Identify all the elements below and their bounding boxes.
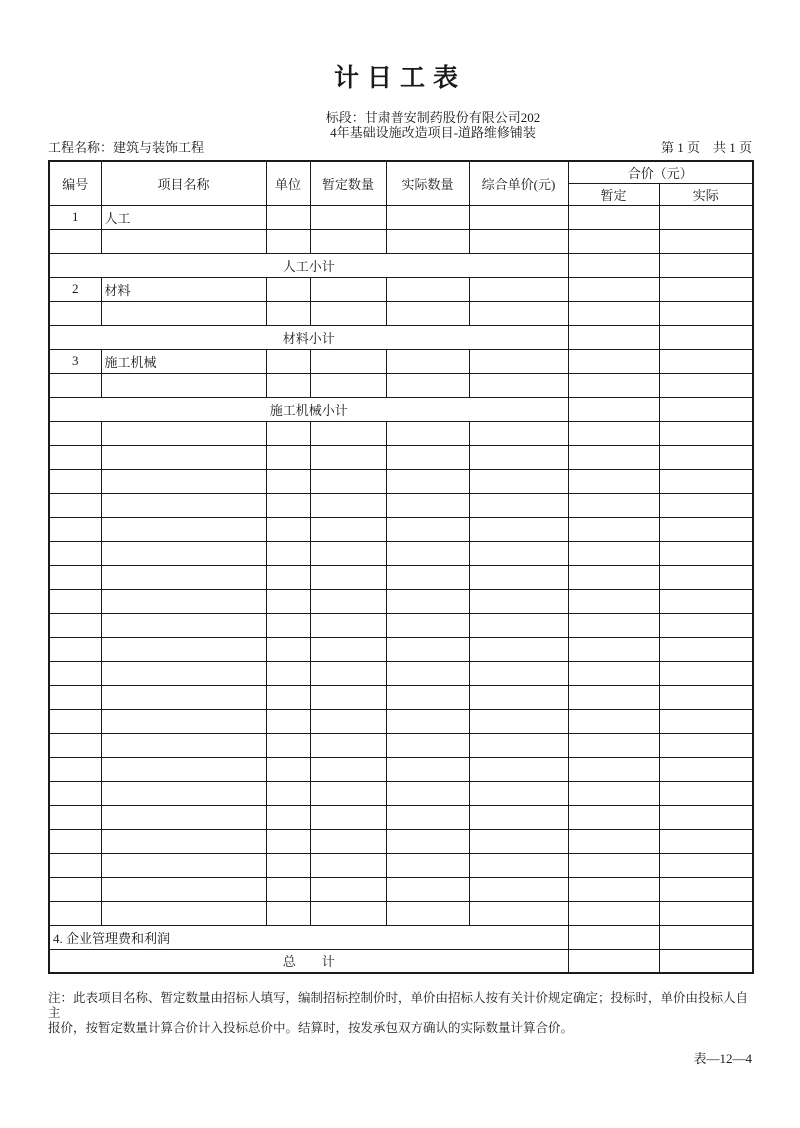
empty-cell <box>49 709 101 733</box>
empty-cell <box>659 637 753 661</box>
empty-cell <box>568 229 659 253</box>
empty-cell <box>386 301 469 325</box>
empty-cell <box>266 349 310 373</box>
empty-cell <box>568 781 659 805</box>
table-row <box>49 733 753 757</box>
empty-cell <box>659 229 753 253</box>
empty-cell <box>659 517 753 541</box>
empty-cell <box>101 301 266 325</box>
table-body <box>49 205 753 973</box>
empty-cell <box>310 805 386 829</box>
empty-cell <box>101 853 266 877</box>
empty-cell <box>266 709 310 733</box>
empty-cell <box>659 589 753 613</box>
empty-cell <box>101 805 266 829</box>
page-title: 计日工表 <box>333 65 466 92</box>
page-number: 第 1 页 共 1 页 <box>660 140 752 155</box>
empty-cell <box>266 445 310 469</box>
empty-cell <box>266 589 310 613</box>
empty-cell <box>469 565 568 589</box>
empty-cell <box>469 901 568 925</box>
empty-cell <box>310 517 386 541</box>
total-label-cell: 总 计 <box>49 949 568 973</box>
empty-cell <box>266 805 310 829</box>
empty-cell <box>49 517 101 541</box>
empty-cell <box>49 661 101 685</box>
empty-cell <box>386 541 469 565</box>
empty-cell <box>266 685 310 709</box>
actual-amount-cell <box>659 949 753 973</box>
empty-cell <box>386 565 469 589</box>
row-no-cell: 1 <box>49 205 101 229</box>
empty-cell <box>101 229 266 253</box>
empty-cell <box>266 421 310 445</box>
empty-cell <box>386 637 469 661</box>
empty-cell <box>266 901 310 925</box>
empty-cell <box>469 877 568 901</box>
table-row <box>49 373 753 397</box>
table-row <box>49 709 753 733</box>
empty-cell <box>386 781 469 805</box>
empty-cell <box>49 733 101 757</box>
empty-cell <box>310 661 386 685</box>
empty-cell <box>49 829 101 853</box>
empty-cell <box>49 637 101 661</box>
empty-cell <box>568 445 659 469</box>
empty-cell <box>266 829 310 853</box>
empty-cell <box>469 421 568 445</box>
empty-cell <box>386 853 469 877</box>
empty-cell <box>266 733 310 757</box>
empty-cell <box>469 637 568 661</box>
table-row <box>49 349 753 373</box>
empty-cell <box>659 541 753 565</box>
empty-cell <box>568 901 659 925</box>
tentative-amount-cell <box>568 925 659 949</box>
empty-cell <box>266 277 310 301</box>
meta-row <box>48 140 752 156</box>
empty-cell <box>659 373 753 397</box>
empty-cell <box>266 301 310 325</box>
empty-cell <box>101 757 266 781</box>
empty-cell <box>386 277 469 301</box>
empty-cell <box>101 733 266 757</box>
tentative-amount-cell <box>568 949 659 973</box>
empty-cell <box>266 205 310 229</box>
empty-cell <box>469 517 568 541</box>
subtotal-label-cell: 材料小计 <box>49 325 568 349</box>
empty-cell <box>386 661 469 685</box>
empty-cell <box>386 613 469 637</box>
empty-cell <box>469 589 568 613</box>
empty-cell <box>568 589 659 613</box>
empty-cell <box>568 757 659 781</box>
empty-cell <box>49 469 101 493</box>
empty-cell <box>386 901 469 925</box>
empty-cell <box>386 205 469 229</box>
empty-cell <box>101 493 266 517</box>
table-row <box>49 685 753 709</box>
table-row <box>49 805 753 829</box>
header-unit-price: 综合单价(元) <box>469 161 568 205</box>
empty-cell <box>568 517 659 541</box>
daywork-table <box>48 160 754 974</box>
empty-cell <box>386 829 469 853</box>
empty-cell <box>469 661 568 685</box>
empty-cell <box>310 781 386 805</box>
empty-cell <box>266 229 310 253</box>
table-row <box>49 277 753 301</box>
table-row <box>49 781 753 805</box>
empty-cell <box>469 733 568 757</box>
table-row <box>49 589 753 613</box>
tender-section <box>297 110 569 140</box>
empty-cell <box>386 757 469 781</box>
empty-cell <box>659 613 753 637</box>
empty-cell <box>469 229 568 253</box>
empty-cell <box>469 541 568 565</box>
empty-cell <box>659 661 753 685</box>
empty-cell <box>49 877 101 901</box>
empty-cell <box>310 541 386 565</box>
row-name-cell: 施工机械 <box>101 349 266 373</box>
empty-cell <box>310 877 386 901</box>
empty-cell <box>659 301 753 325</box>
empty-cell <box>266 781 310 805</box>
empty-cell <box>469 493 568 517</box>
empty-cell <box>659 493 753 517</box>
empty-cell <box>266 565 310 589</box>
empty-cell <box>310 637 386 661</box>
empty-cell <box>310 229 386 253</box>
empty-cell <box>266 373 310 397</box>
tentative-amount-cell <box>568 325 659 349</box>
empty-cell <box>101 445 266 469</box>
empty-cell <box>386 373 469 397</box>
empty-cell <box>310 613 386 637</box>
empty-cell <box>568 541 659 565</box>
table-row <box>49 397 753 421</box>
empty-cell <box>101 517 266 541</box>
empty-cell <box>310 493 386 517</box>
tender-section-line-2: 4年基础设施改造项目-道路维修铺装 <box>330 125 536 140</box>
empty-cell <box>101 589 266 613</box>
table-row <box>49 229 753 253</box>
empty-cell <box>659 445 753 469</box>
empty-cell <box>568 373 659 397</box>
empty-cell <box>659 205 753 229</box>
empty-cell <box>386 349 469 373</box>
empty-cell <box>310 469 386 493</box>
empty-cell <box>101 373 266 397</box>
empty-cell <box>310 733 386 757</box>
table-row <box>49 637 753 661</box>
empty-cell <box>659 853 753 877</box>
table-header-row-1 <box>49 161 753 183</box>
table-row <box>49 469 753 493</box>
tender-section-line-1: 标段：甘肃普安制药股份有限公司202 <box>325 110 541 125</box>
table-row <box>49 661 753 685</box>
header-total-tentative: 暂定 <box>568 183 659 205</box>
empty-cell <box>310 709 386 733</box>
table-row <box>49 901 753 925</box>
empty-cell <box>310 685 386 709</box>
empty-cell <box>386 709 469 733</box>
empty-cell <box>266 541 310 565</box>
empty-cell <box>101 637 266 661</box>
empty-cell <box>310 301 386 325</box>
empty-cell <box>101 829 266 853</box>
management-fee-label-cell: 4. 企业管理费和利润 <box>49 925 568 949</box>
empty-cell <box>49 589 101 613</box>
table-row <box>49 613 753 637</box>
empty-cell <box>266 877 310 901</box>
empty-cell <box>469 709 568 733</box>
empty-cell <box>659 805 753 829</box>
table-row <box>49 517 753 541</box>
subtotal-label-cell: 人工小计 <box>49 253 568 277</box>
empty-cell <box>310 421 386 445</box>
empty-cell <box>659 709 753 733</box>
empty-cell <box>568 853 659 877</box>
empty-cell <box>310 829 386 853</box>
empty-cell <box>101 661 266 685</box>
empty-cell <box>568 277 659 301</box>
actual-amount-cell <box>659 325 753 349</box>
empty-cell <box>469 373 568 397</box>
empty-cell <box>49 301 101 325</box>
empty-cell <box>266 637 310 661</box>
empty-cell <box>310 205 386 229</box>
table-row <box>49 421 753 445</box>
empty-cell <box>568 709 659 733</box>
empty-cell <box>101 613 266 637</box>
empty-cell <box>101 421 266 445</box>
table-row <box>49 565 753 589</box>
empty-cell <box>49 445 101 469</box>
empty-cell <box>659 781 753 805</box>
table-row <box>49 325 753 349</box>
empty-cell <box>469 469 568 493</box>
empty-cell <box>49 229 101 253</box>
empty-cell <box>49 757 101 781</box>
empty-cell <box>310 373 386 397</box>
tentative-amount-cell <box>568 397 659 421</box>
empty-cell <box>386 421 469 445</box>
header-unit: 单位 <box>266 161 310 205</box>
empty-cell <box>659 421 753 445</box>
empty-cell <box>659 349 753 373</box>
empty-cell <box>386 517 469 541</box>
empty-cell <box>266 469 310 493</box>
empty-cell <box>568 805 659 829</box>
empty-cell <box>568 877 659 901</box>
empty-cell <box>310 589 386 613</box>
table-row <box>49 757 753 781</box>
empty-cell <box>469 805 568 829</box>
empty-cell <box>386 469 469 493</box>
empty-cell <box>568 469 659 493</box>
empty-cell <box>101 565 266 589</box>
empty-cell <box>310 901 386 925</box>
empty-cell <box>101 877 266 901</box>
empty-cell <box>266 757 310 781</box>
empty-cell <box>386 445 469 469</box>
row-no-cell: 3 <box>49 349 101 373</box>
actual-amount-cell <box>659 925 753 949</box>
empty-cell <box>659 757 753 781</box>
empty-cell <box>266 517 310 541</box>
empty-cell <box>310 349 386 373</box>
empty-cell <box>469 685 568 709</box>
empty-cell <box>386 589 469 613</box>
empty-cell <box>469 781 568 805</box>
empty-cell <box>49 421 101 445</box>
header-actual-qty: 实际数量 <box>386 161 469 205</box>
table-row <box>49 829 753 853</box>
empty-cell <box>659 469 753 493</box>
table-row <box>49 949 753 973</box>
empty-cell <box>469 205 568 229</box>
empty-cell <box>659 901 753 925</box>
empty-cell <box>469 349 568 373</box>
row-no-cell: 2 <box>49 277 101 301</box>
empty-cell <box>386 685 469 709</box>
empty-cell <box>469 301 568 325</box>
actual-amount-cell <box>659 397 753 421</box>
empty-cell <box>568 733 659 757</box>
empty-cell <box>568 493 659 517</box>
empty-cell <box>101 541 266 565</box>
empty-cell <box>310 445 386 469</box>
empty-cell <box>469 613 568 637</box>
table-row <box>49 205 753 229</box>
empty-cell <box>659 685 753 709</box>
empty-cell <box>49 805 101 829</box>
empty-cell <box>49 373 101 397</box>
empty-cell <box>386 229 469 253</box>
empty-cell <box>101 685 266 709</box>
empty-cell <box>469 757 568 781</box>
empty-cell <box>568 829 659 853</box>
row-name-cell: 人工 <box>101 205 266 229</box>
empty-cell <box>568 565 659 589</box>
empty-cell <box>49 781 101 805</box>
note-line-1: 注：此表项目名称、暂定数量由招标人填写，编制招标控制价时，单价由招标人按有关计价规定确定；投标时，单价由投标人自主 <box>48 991 749 1020</box>
table-row <box>49 445 753 469</box>
header-total-price: 合价（元） <box>568 161 753 183</box>
empty-cell <box>659 877 753 901</box>
empty-cell <box>659 733 753 757</box>
empty-cell <box>49 541 101 565</box>
empty-cell <box>469 277 568 301</box>
empty-cell <box>386 877 469 901</box>
note-line-2: 报价，按暂定数量计算合价计入投标总价中。结算时，按发承包双方确认的实际数量计算合价。 <box>48 1021 574 1035</box>
empty-cell <box>49 493 101 517</box>
empty-cell <box>469 445 568 469</box>
table-row <box>49 493 753 517</box>
empty-cell <box>568 661 659 685</box>
empty-cell <box>568 685 659 709</box>
empty-cell <box>49 901 101 925</box>
table-row <box>49 253 753 277</box>
form-code: 表—12—4 <box>693 1051 752 1066</box>
empty-cell <box>49 613 101 637</box>
header-total-actual: 实际 <box>659 183 753 205</box>
table-row <box>49 877 753 901</box>
empty-cell <box>310 757 386 781</box>
empty-cell <box>49 853 101 877</box>
header-tentative-qty: 暂定数量 <box>310 161 386 205</box>
empty-cell <box>101 709 266 733</box>
note <box>48 991 758 1036</box>
actual-amount-cell <box>659 253 753 277</box>
empty-cell <box>568 349 659 373</box>
header-item-name: 项目名称 <box>101 161 266 205</box>
subtotal-label-cell: 施工机械小计 <box>49 397 568 421</box>
empty-cell <box>659 565 753 589</box>
empty-cell <box>101 901 266 925</box>
empty-cell <box>568 637 659 661</box>
empty-cell <box>266 493 310 517</box>
empty-cell <box>386 733 469 757</box>
empty-cell <box>49 685 101 709</box>
empty-cell <box>568 613 659 637</box>
empty-cell <box>386 493 469 517</box>
empty-cell <box>310 853 386 877</box>
empty-cell <box>469 853 568 877</box>
empty-cell <box>266 853 310 877</box>
tentative-amount-cell <box>568 253 659 277</box>
table-row <box>49 301 753 325</box>
empty-cell <box>659 829 753 853</box>
empty-cell <box>266 613 310 637</box>
row-name-cell: 材料 <box>101 277 266 301</box>
table-row <box>49 853 753 877</box>
header-col-no: 编号 <box>49 161 101 205</box>
table-row <box>49 925 753 949</box>
empty-cell <box>101 781 266 805</box>
empty-cell <box>49 565 101 589</box>
empty-cell <box>568 301 659 325</box>
empty-cell <box>568 205 659 229</box>
empty-cell <box>101 469 266 493</box>
empty-cell <box>310 277 386 301</box>
empty-cell <box>386 805 469 829</box>
empty-cell <box>659 277 753 301</box>
project-name: 工程名称：建筑与装饰工程 <box>48 140 205 155</box>
empty-cell <box>469 829 568 853</box>
empty-cell <box>568 421 659 445</box>
empty-cell <box>266 661 310 685</box>
empty-cell <box>310 565 386 589</box>
table-row <box>49 541 753 565</box>
